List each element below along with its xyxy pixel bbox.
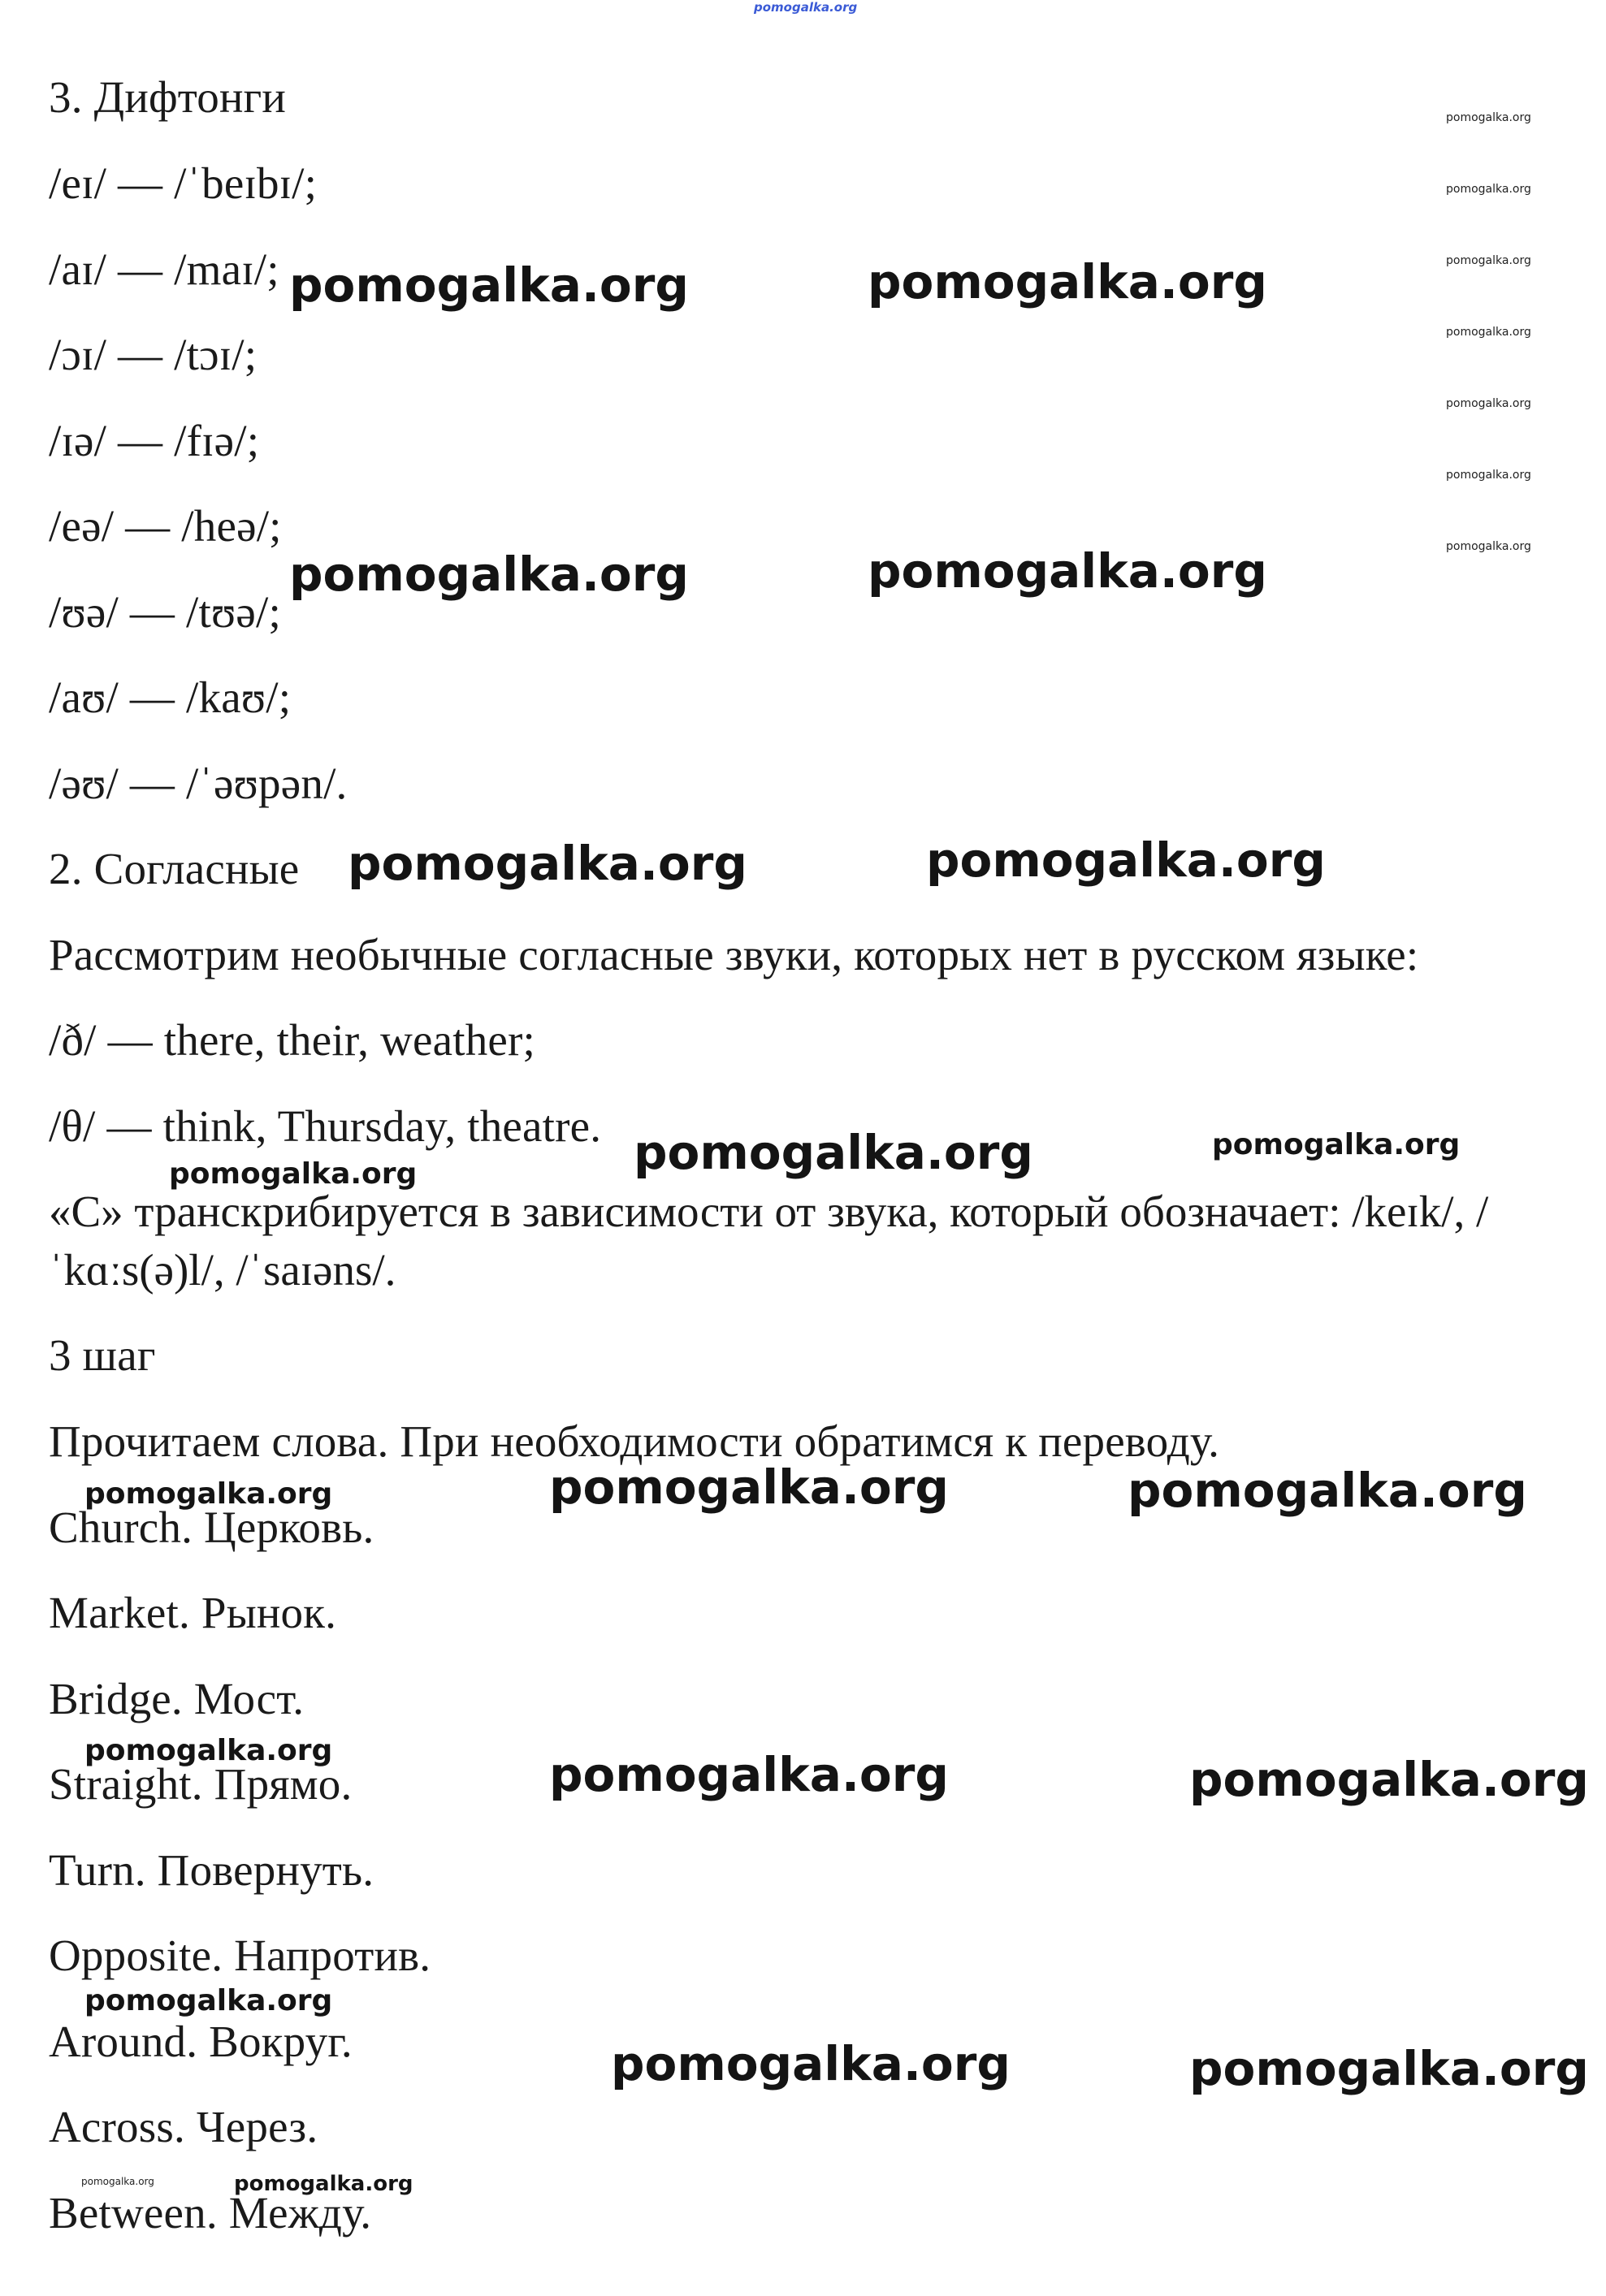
watermark-large: pomogalka.org — [348, 836, 747, 891]
watermark-medium: pomogalka.org — [169, 1157, 418, 1191]
watermark-medium: pomogalka.org — [84, 1984, 333, 2017]
consonants-intro: Рассмотрим необычные согласные звуки, которых нет в русском языке: — [49, 930, 1419, 979]
watermark-large: pomogalka.org — [1189, 2041, 1589, 2096]
c-transcription-note: «С» транскрибируется в зависимости от звука, который обозначает: /keɪk/, /ˈkɑːs(ə)l/, /ˈsaɪəns/. — [49, 1187, 1489, 1295]
watermark-small: pomogalka.org — [1446, 469, 1531, 482]
watermark-medium: pomogalka.org — [1212, 1128, 1461, 1161]
diphthong-item: /eɪ/ — /ˈbeɪbɪ/; — [49, 158, 318, 208]
consonant-item: /θ/ — think, Thursday, theatre. — [49, 1101, 602, 1151]
word-item: Straight. Прямо. — [49, 1759, 353, 1809]
watermark-large: pomogalka.org — [1128, 1463, 1527, 1518]
consonants-heading: 2. Согласные — [49, 844, 300, 893]
diphthong-item: /ʊə/ — /tʊə/; — [49, 587, 281, 637]
watermark-large: pomogalka.org — [1189, 1752, 1589, 1807]
watermark-large: pomogalka.org — [289, 547, 689, 602]
watermark-large: pomogalka.org — [868, 543, 1267, 599]
watermark-large: pomogalka.org — [549, 1747, 949, 1802]
watermark-large: pomogalka.org — [634, 1125, 1033, 1180]
watermark-small: pomogalka.org — [1446, 397, 1531, 410]
watermark-large: pomogalka.org — [926, 832, 1326, 888]
word-item: Market. Рынок. — [49, 1588, 337, 1637]
watermark-top: pomogalka.org — [754, 0, 858, 15]
watermark-medium: pomogalka.org — [84, 1734, 333, 1767]
watermark-medium: pomogalka.org — [84, 1477, 333, 1511]
diphthong-item: /eə/ — /heə/; — [49, 501, 282, 551]
watermark-large: pomogalka.org — [611, 2036, 1011, 2091]
word-item: Bridge. Мост. — [49, 1674, 305, 1723]
watermark-small: pomogalka.org — [1446, 183, 1531, 196]
diphthong-item: /ɔɪ/ — /tɔɪ/; — [49, 330, 258, 379]
watermark-small: pomogalka.org — [1446, 111, 1531, 124]
diphthong-item: /ɪə/ — /fɪə/; — [49, 416, 260, 465]
diphthong-item: /aʊ/ — /kaʊ/; — [49, 672, 292, 722]
word-item: Church. Церковь. — [49, 1503, 374, 1552]
word-item: Turn. Повернуть. — [49, 1845, 374, 1895]
watermark-large: pomogalka.org — [868, 254, 1267, 309]
word-item: Across. Через. — [49, 2102, 318, 2151]
watermark-small: pomogalka.org — [1446, 326, 1531, 339]
watermark-large: pomogalka.org — [549, 1459, 949, 1515]
watermark-small: pomogalka.org — [1446, 254, 1531, 267]
diphthongs-heading: 3. Дифтонги — [49, 72, 287, 122]
diphthong-item: /əʊ/ — /ˈəʊpən/. — [49, 759, 348, 808]
step3-intro: Прочитаем слова. При необходимости обратимся к переводу. — [49, 1416, 1220, 1466]
watermark-large: pomogalka.org — [289, 257, 689, 313]
watermark-small: pomogalka.org — [81, 2176, 154, 2187]
word-item: Opposite. Напротив. — [49, 1931, 431, 1980]
step3-heading: 3 шаг — [49, 1330, 156, 1380]
word-item: Between. Между. — [49, 2188, 372, 2238]
word-item: Around. Вокруг. — [49, 2017, 353, 2066]
consonant-item: /ð/ — there, their, weather; — [49, 1015, 535, 1065]
watermark-medium: pomogalka.org — [234, 2172, 413, 2196]
watermark-small: pomogalka.org — [1446, 540, 1531, 553]
diphthong-item: /aɪ/ — /maɪ/; — [49, 244, 279, 294]
